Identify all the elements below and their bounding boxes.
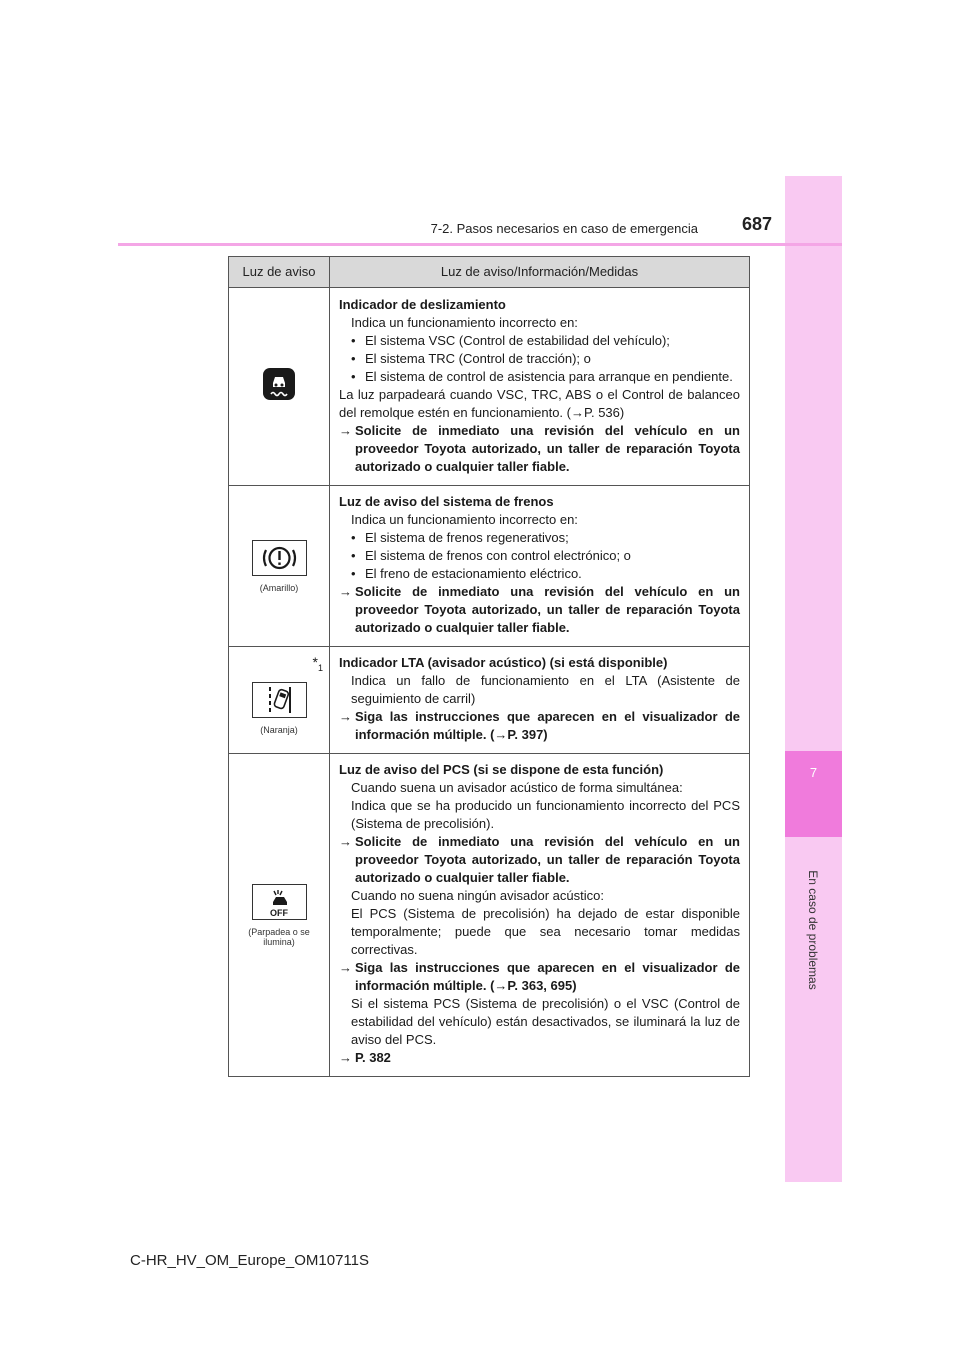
list-item: • El sistema TRC (Control de tracción); o — [351, 350, 591, 366]
table-row — [229, 647, 750, 754]
row-title: Indicador de deslizamiento — [339, 296, 506, 312]
info-cell — [330, 288, 750, 486]
table-row — [229, 754, 750, 1077]
icon-caption: (Amarillo) — [259, 582, 299, 593]
row-note: La luz parpadeará cuando VSC, TRC, ABS o el Control de balanceo del remolque estén en funcionamiento. (→P. 536) — [339, 386, 740, 420]
row-title: Indicador LTA (avisador acústico) (si está disponible) — [339, 655, 668, 670]
footnote-marker: $*_1$ — [312, 654, 323, 673]
list-item: • El sistema VSC (Control de estabilidad del vehículo); — [351, 332, 670, 348]
info-cell — [330, 754, 750, 1077]
chapter-label: En caso de problemas — [806, 870, 820, 990]
action-line: → Solicite de inmediato una revisión del vehículo en un proveedor Toyota autorizado, un taller de reparación Toyota autorizado o cualquier taller fiable. — [339, 834, 740, 885]
table-row — [229, 288, 750, 486]
warning-lights-table — [228, 256, 750, 1077]
list-item: • El sistema de frenos regenerativos; — [351, 530, 569, 545]
icon-caption: (Naranja) — [260, 724, 298, 735]
action-line: → Solicite de inmediato una revisión del vehículo en un proveedor Toyota autorizado, un taller de reparación Toyota autorizado o cualquier taller fiable. — [339, 422, 740, 474]
pcs-off-icon — [252, 884, 307, 920]
row-title: Luz de aviso del sistema de frenos — [339, 494, 554, 509]
chapter-number: 7 — [809, 765, 818, 780]
chapter-side-strip — [785, 176, 842, 1182]
header-rule — [118, 243, 842, 246]
off-label: OFF — [270, 907, 288, 918]
row-intro: Indica un funcionamiento incorrecto en: — [351, 314, 578, 330]
table-row — [229, 486, 750, 647]
row-text: El PCS (Sistema de precolisión) ha dejado de estar disponible temporalmente; puede que sea necesario tomar medidas correctivas. — [351, 906, 740, 957]
action-line: → Solicite de inmediato una revisión del vehículo en un proveedor Toyota autorizado, un taller de reparación Toyota autorizado o cualquier taller fiable. — [339, 584, 740, 635]
table-header-row — [229, 257, 750, 288]
row-title: Luz de aviso del PCS (si se dispone de esta función) — [339, 762, 664, 777]
row-intro: Indica un funcionamiento incorrecto en: — [351, 512, 578, 527]
action-line: → Siga las instrucciones que aparecen en el visualizador de información múltiple. (→P. 363, 695) — [339, 960, 740, 993]
section-title: 7-2. Pasos necesarios en caso de emergencia — [430, 221, 698, 236]
skid-car-icon — [262, 367, 296, 406]
list-item: • El sistema de control de asistencia para arranque en pendiente. — [351, 368, 733, 384]
icon-caption: (Parpadea o se ilumina) — [248, 926, 310, 947]
list-item: • El freno de estacionamiento eléctrico. — [351, 566, 582, 581]
chapter-tab — [785, 751, 842, 837]
page-number: 687 — [742, 214, 773, 234]
icon-cell — [229, 486, 330, 647]
chapter-label-wrap — [788, 845, 838, 1015]
icon-cell — [229, 288, 330, 486]
col-header-info: Luz de aviso/Información/Medidas — [330, 257, 750, 288]
action-line: → P. 382 — [339, 1050, 391, 1065]
row-text: Si el sistema PCS (Sistema de precolisión) o el VSC (Control de estabilidad del vehículo) están desactivados, se iluminará la luz de aviso del PCS. — [351, 996, 740, 1047]
row-text: Cuando suena un avisador acústico de forma simultánea: — [351, 780, 683, 795]
row-intro: Indica un fallo de funcionamiento en el LTA (Asistente de seguimiento de carril) — [351, 673, 740, 706]
lta-lane-icon — [252, 682, 307, 718]
row-text: Indica que se ha producido un funcionamiento incorrecto del PCS (Sistema de precolisión). — [351, 798, 740, 831]
brake-system-icon — [252, 540, 307, 576]
info-cell — [330, 486, 750, 647]
list-item: • El sistema de frenos con control electrónico; o — [351, 548, 631, 563]
row-text: Cuando no suena ningún avisador acústico: — [351, 888, 604, 903]
info-cell — [330, 647, 750, 754]
icon-cell — [229, 754, 330, 1077]
icon-cell — [229, 647, 330, 754]
document-id: C-HR_HV_OM_Europe_OM10711S — [130, 1252, 369, 1269]
action-line: → Siga las instrucciones que aparecen en el visualizador de información múltiple. (→P. 397) — [339, 709, 740, 742]
col-header-warning-light: Luz de aviso — [229, 257, 330, 288]
